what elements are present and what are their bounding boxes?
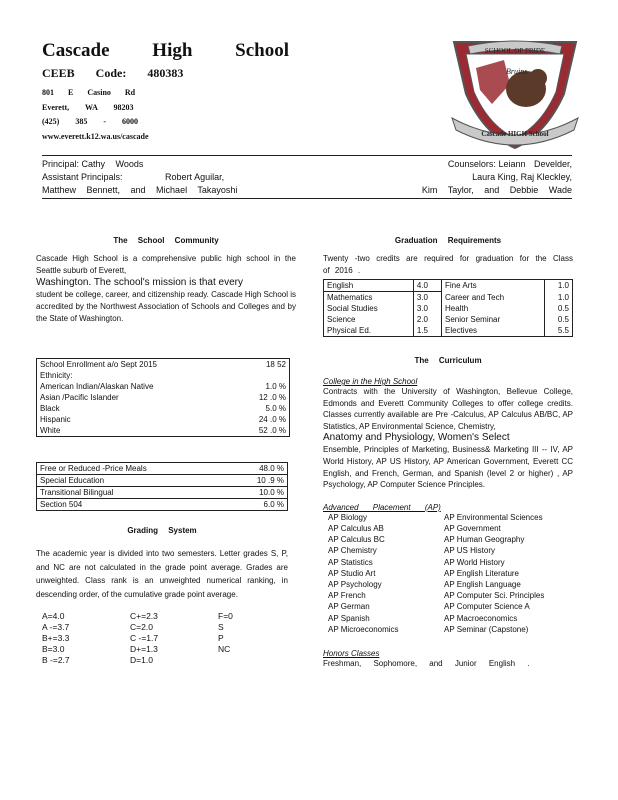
req-credits: 3.0 bbox=[413, 292, 441, 304]
honors-text: Freshman, Sophomore, and Junior English . bbox=[323, 658, 530, 668]
seal-top-text: SCHOOL OF PRIDE bbox=[484, 47, 546, 55]
ap-course: AP Calculus BC bbox=[328, 535, 385, 545]
req-credits: 0.5 bbox=[557, 315, 569, 324]
curriculum-section bbox=[323, 356, 573, 670]
req-credits: 1.0 bbox=[557, 292, 569, 302]
community-text-2: student be college, career, and citizenship ready. Cascade High School is accredited by the Northwest Association of Schools and Colleges and by the State of Washington. bbox=[36, 290, 297, 323]
principal-name: Cathy Woods bbox=[81, 159, 144, 169]
college-text-big: Anatomy and Physiology, Women's Select bbox=[323, 432, 510, 444]
grade-item: F=0 bbox=[218, 611, 233, 621]
ap-course-list bbox=[323, 512, 573, 635]
grade-item: D+=1.3 bbox=[130, 644, 158, 654]
counselor-name-2: Laura King, Raj Kleckley, bbox=[472, 172, 572, 182]
ap-course: AP English Language bbox=[444, 579, 521, 589]
req-subject: English bbox=[324, 280, 414, 292]
school-address bbox=[42, 86, 149, 144]
ap-course: AP Statistics bbox=[328, 557, 373, 567]
grade-item: A -=3.7 bbox=[42, 622, 70, 632]
ethnicity-value-1: 1.0 % bbox=[265, 382, 286, 391]
ap-course: AP Calculus AB bbox=[328, 523, 384, 533]
req-subject: Science bbox=[324, 314, 414, 325]
principal-line bbox=[42, 158, 143, 171]
ap-course: AP World History bbox=[444, 557, 505, 567]
grade-item: B=3.0 bbox=[42, 644, 65, 654]
graduation-section bbox=[323, 236, 573, 337]
program-label-3: Transitional Bilingual bbox=[40, 488, 114, 497]
enrollment-value: 18 52 bbox=[265, 360, 286, 369]
program-value-3: 10.0 % bbox=[259, 488, 284, 497]
ethnicity-label-3: Black bbox=[40, 404, 60, 413]
ap-heading: Advanced Placement (AP) bbox=[323, 502, 441, 512]
grade-item: C=2.0 bbox=[130, 622, 153, 632]
address-city: Everett, WA 98203 bbox=[42, 102, 134, 112]
header-rule-bottom bbox=[42, 198, 572, 199]
req-credits: 1.0 bbox=[557, 281, 569, 290]
program-value-2: 10 .9 % bbox=[256, 476, 284, 485]
ethnicity-value-3: 5.0 % bbox=[265, 404, 286, 413]
ap-course: AP Spanish bbox=[328, 613, 370, 623]
req-subject: Health bbox=[442, 303, 545, 314]
grade-item: NC bbox=[218, 644, 231, 654]
program-label-4: Section 504 bbox=[40, 500, 83, 509]
ap-course: AP Government bbox=[444, 523, 501, 533]
community-text-big: Washington. The school's mission is that every bbox=[36, 277, 244, 288]
ap-course: AP Macroeconomics bbox=[444, 613, 518, 623]
ap-course: AP French bbox=[328, 591, 366, 601]
req-credits: 4.0 bbox=[413, 280, 441, 292]
grade-item: B -=2.7 bbox=[42, 655, 70, 665]
grading-section bbox=[36, 526, 288, 666]
ap-course: AP Chemistry bbox=[328, 546, 377, 556]
grade-item: P bbox=[218, 633, 224, 643]
school-name: Cascade High School bbox=[42, 40, 290, 61]
ethnicity-label: Ethnicity: bbox=[40, 371, 73, 380]
req-subject: Physical Ed. bbox=[324, 325, 414, 337]
grade-item: S bbox=[218, 622, 224, 632]
req-subject: Electives bbox=[442, 325, 545, 337]
header-rule-top bbox=[42, 155, 572, 156]
address-street: 801 E Casino Rd bbox=[42, 88, 136, 97]
req-subject: Senior Seminar bbox=[442, 314, 545, 325]
ap-course: AP Computer Sci. Principles bbox=[444, 591, 545, 601]
ap-course: AP US History bbox=[444, 546, 495, 556]
program-label-1: Free or Reduced -Price Meals bbox=[40, 464, 147, 473]
counselors-label: Counselors: bbox=[447, 159, 496, 169]
ap-course: AP English Literature bbox=[444, 568, 520, 578]
grading-heading: Grading System bbox=[127, 526, 197, 535]
program-label-2: Special Education bbox=[40, 476, 105, 485]
ethnicity-label-1: American Indian/Alaskan Native bbox=[40, 382, 154, 391]
ethnicity-value-2: 12 .0 % bbox=[258, 393, 286, 402]
program-value-1: 48.0 % bbox=[259, 464, 284, 473]
school-community-section bbox=[36, 236, 296, 325]
counselor-name-1: Leiann Develder, bbox=[498, 159, 572, 169]
ap-course: AP Human Geography bbox=[444, 535, 525, 545]
seal-bottom-text: Cascade HIGH School bbox=[481, 130, 549, 138]
community-text-1: Cascade High School is a comprehensive public high school in the Seattle suburb of Everett, bbox=[36, 254, 296, 275]
ethnicity-value-4: 24 .0 % bbox=[258, 415, 286, 424]
ethnicity-label-5: White bbox=[40, 426, 61, 435]
ap-course: AP Studio Art bbox=[328, 568, 376, 578]
req-subject: Career and Tech bbox=[442, 292, 545, 304]
principal-label: Principal: bbox=[42, 159, 80, 169]
grade-item: D=1.0 bbox=[130, 655, 153, 665]
college-text: Contracts with the University of Washington, Bellevue College, Edmonds and Everett Community Colleges to offer college credits. Classes currently available are Pre -Calculus, AP Calculus AB/BC, AP Statistics, AP Environmental Science, Chemistry, bbox=[323, 387, 573, 431]
college-text-2: Ensemble, Principles of Marketing, Business& Marketing III -- IV, AP World History, AP US History, AP American Government, Everett CC English, and French, German, and Spanish (level 2 or higher) , AP Psychology, AP Computer Science Principles. bbox=[323, 445, 573, 490]
program-value-4: 6.0 % bbox=[263, 500, 284, 509]
assistant-name-2: Matthew Bennett, and Michael Takayoshi bbox=[42, 185, 238, 195]
ap-course: AP Biology bbox=[328, 512, 367, 522]
ethnicity-label-4: Hispanic bbox=[40, 415, 71, 424]
community-heading: The School Community bbox=[113, 236, 219, 245]
req-credits: 1.5 bbox=[413, 325, 441, 337]
ethnicity-value-5: 52 .0 % bbox=[258, 426, 286, 435]
college-heading: College in the High School bbox=[323, 377, 418, 386]
ap-course: AP Psychology bbox=[328, 579, 382, 589]
grade-item bbox=[218, 655, 298, 666]
honors-heading: Honors Classes bbox=[323, 648, 380, 658]
school-seal-logo bbox=[446, 34, 584, 152]
ap-course: AP Computer Science A bbox=[444, 602, 530, 612]
programs-box bbox=[36, 462, 288, 511]
counselors-line bbox=[448, 158, 572, 171]
graduation-heading: Graduation Requirements bbox=[394, 236, 502, 245]
ap-course: AP Environmental Sciences bbox=[444, 512, 543, 522]
address-phone: (425) 385 - 6000 bbox=[42, 117, 138, 126]
curriculum-heading: The Curriculum bbox=[414, 356, 482, 365]
grade-item: C -=1.7 bbox=[130, 633, 159, 643]
seal-mid-text: Bruins bbox=[506, 67, 528, 76]
assistant-name-1: Robert Aguilar, bbox=[165, 172, 225, 182]
ceeb-code: CEEB Code: 480383 bbox=[42, 66, 184, 80]
grade-item: C+=2.3 bbox=[130, 611, 158, 621]
grade-item: A=4.0 bbox=[42, 611, 65, 621]
ap-course: AP German bbox=[328, 602, 370, 612]
req-credits: 0.5 bbox=[557, 304, 569, 313]
ap-course: AP Microeconomics bbox=[328, 624, 399, 634]
ap-course: AP Seminar (Capstone) bbox=[444, 624, 529, 634]
grade-item: B+=3.3 bbox=[42, 633, 70, 643]
enrollment-label: School Enrollment a/o Sept 2015 bbox=[40, 360, 157, 369]
counselor-name-3: Kim Taylor, and Debbie Wade bbox=[421, 185, 572, 195]
req-subject: Mathematics bbox=[324, 292, 414, 304]
req-credits: 2.0 bbox=[413, 314, 441, 325]
address-website: www.everett.k12.wa.us/cascade bbox=[42, 131, 149, 141]
graduation-intro: Twenty -two credits are required for graduation for the Class of 2016 . bbox=[323, 254, 573, 275]
req-subject: Social Studies bbox=[324, 303, 414, 314]
req-credits: 3.0 bbox=[413, 303, 441, 314]
enrollment-box bbox=[36, 358, 290, 437]
staff-block bbox=[42, 158, 572, 197]
req-credits: 5.5 bbox=[557, 326, 569, 335]
ethnicity-label-2: Asian /Pacific Islander bbox=[40, 393, 119, 402]
assistant-label: Assistant Principals: bbox=[42, 172, 123, 182]
grade-scale bbox=[36, 611, 288, 666]
req-subject: Fine Arts bbox=[442, 280, 545, 292]
grading-text: The academic year is divided into two semesters. Letter grades S, P, and NC are not calculated in the grade point average. Grades are unweighted. Class rank is an unweighted numerical ranking, in descending order, of the cumulative grade point average. bbox=[36, 549, 288, 599]
graduation-table bbox=[323, 279, 573, 337]
